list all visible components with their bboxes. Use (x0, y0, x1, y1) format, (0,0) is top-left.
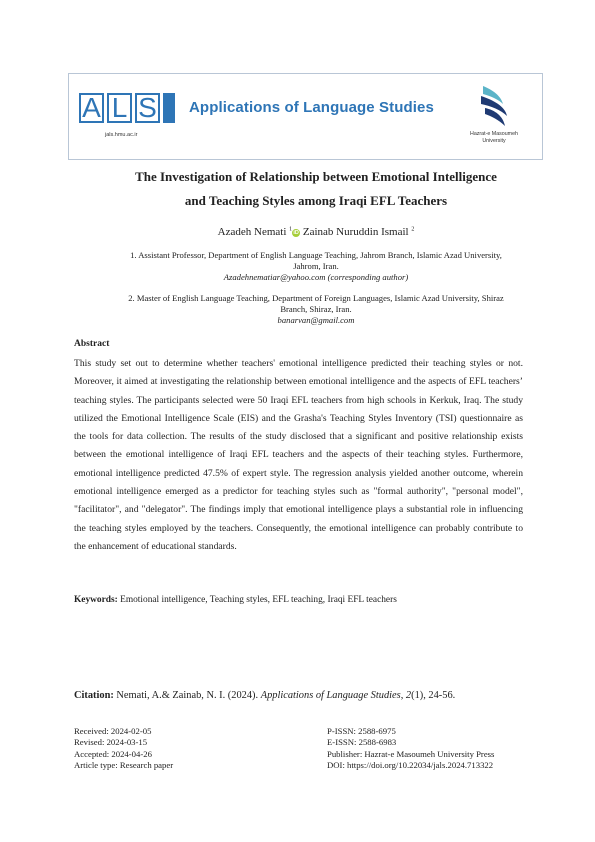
logo-letter-s: S (135, 93, 160, 123)
author-1-affiliation: 1 (289, 226, 293, 233)
article-type: Article type: Research paper (74, 760, 174, 771)
keywords-text: Emotional intelligence, Teaching styles, EFL teaching, Iraqi EFL teachers (117, 595, 397, 605)
publication-info (327, 726, 494, 772)
paper-title: The Investigation of Relationship between Emotional Intelligence and Teaching Styles among Iraqi EFL Teachers (135, 169, 497, 208)
logo-accent-bar (163, 93, 175, 123)
revised-date: Revised: 2024-03-15 (74, 737, 148, 748)
abstract-text: This study set out to determine whether teachers' emotional intelligence predicted their teaching styles or not. Moreover, it aimed at investigating the relationship between emotional intelligence and the aspects of EFL teachers’ teaching styles. The participants selected were 50 Iraqi EFL teachers from high schools in Kerkuk, Iraq. The study utilized the Emotional Intelligence Scale (EIS) and the Grasha's Teaching Styles Inventory (TSI) questionnaire as the tools for data collection. The results of the study disclosed that a significant and positive relationship exists between the emotional intelligence of Iraqi EFL teachers and the aspects of their teaching styles. Furthermore, emotional intelligence predicted 47.5% of expert style. The regression analysis yielded another outcome, wherein emotional intelligence emerged as a predictor for teaching styles such as "formal authority", "personal model", "facilitator", and "delegator". The findings imply that emotional intelligence plays a substantial role in influencing the teaching styles employed by the teachers. Consequently, the emotional intelligence can probably contribute to the enhancement of educational standards. (74, 358, 523, 552)
author-1: Azadeh Nemati (217, 226, 287, 238)
logo-letter-a: A (79, 93, 104, 123)
publisher: Publisher: Hazrat-e Masoumeh University Press (327, 748, 495, 759)
abstract-heading: Abstract (74, 339, 110, 349)
doi-link[interactable]: DOI: https://doi.org/10.22034/jals.2024.713322 (327, 760, 494, 771)
affiliation-1: 1. Assistant Professor, Department of English Language Teaching, Jahrom Branch, Islamic Azad University, Jahrom, Iran. Azadehnematiar@yahoo.com (corresponding author) (74, 250, 558, 284)
journal-name: Applications of Language Studies (189, 99, 434, 116)
keywords (74, 595, 523, 605)
university-name: Hazrat-e Masoumeh University (470, 131, 518, 144)
author-1-email[interactable]: Azadehnematiar@yahoo.com (corresponding author) (223, 272, 409, 283)
keywords-label: Keywords: (74, 595, 118, 605)
article-dates (74, 726, 173, 772)
orcid-icon[interactable]: iD (293, 230, 299, 236)
received-date: Received: 2024-02-05 (74, 726, 152, 736)
author-line (74, 226, 558, 238)
author-2-email[interactable]: banarvan@gmail.com (277, 315, 355, 326)
citation-label: Citation: (74, 690, 114, 701)
journal-site[interactable]: jals.hmu.ac.ir (105, 132, 138, 138)
citation: Citation: Nemati, A.& Zainab, N. I. (2024). Applications of Language Studies, 2(1), 24-56. (74, 690, 456, 701)
citation-journal: Applications of Language Studies (260, 690, 401, 701)
p-issn: P-ISSN: 2588-6975 (327, 726, 396, 736)
accepted-date: Accepted: 2024-04-26 (74, 748, 152, 759)
e-issn: E-ISSN: 2588-6983 (327, 737, 397, 748)
author-2: Zainab Nuruddin Ismail (302, 226, 409, 238)
logo-letter-l: L (107, 93, 132, 123)
university-logo-icon (477, 82, 513, 128)
citation-volume: 2 (405, 690, 412, 701)
author-2-affiliation: 2 (411, 226, 415, 233)
journal-header (68, 73, 543, 160)
affiliation-2: 2. Master of English Language Teaching, Department of Foreign Languages, Islamic Azad University, Shiraz Branch, Shiraz, Iran. banarvan@gmail.com (74, 293, 558, 327)
